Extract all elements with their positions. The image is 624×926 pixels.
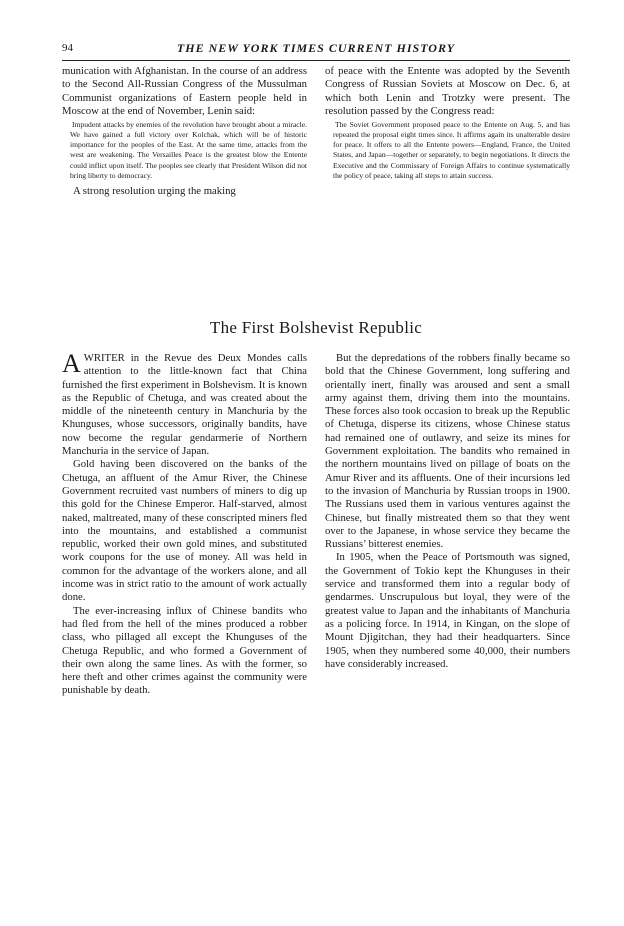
article-paragraph: In 1905, when the Peace of Portsmouth was signed, the Government of Tokio kept the Khunguses in their service and transformed them into a regular body of gendarmes. Unscrupulous but loyal, they were of the greatest value to Japan and the inhabitants of Manchuria as a policing force. In 1914, in Kingan, on the slope of Mount Djigitchan, they had their headquarters. Since 1905, when they numbered some 40,000, their numbers have considerably increased. [325,551,570,670]
running-head [62,40,570,61]
lenin-quote: Impudent attacks by enemies of the revolution have brought about a miracle. We have gained a full victory over Kolchak, which will be of historic importance for the peoples of the East. At the same time, attacks from the west are weakening. The Versailles Peace is the greatest blow the Entente could inflict upon itself. The peoples see clearly that President Wilson did not bring liberty to democracy. [70,120,307,180]
article-paragraph: Gold having been discovered on the banks of the Chetuga, an affluent of the Amur River, the Chinese Government recruited vast numbers of miners to dig up this gold for the Chinese Emperor. Half-starved, almost naked, maltreated, many of these conscripted miners fled into the mountains, and established a communist republic, worked their own gold mines, and substituted work coupons for the use of money. All was held in common for the advantage of the workers alone, and all income was in strict ratio to the amount of work actually done. [62,458,307,604]
article-paragraph: But the depredations of the robbers finally became so bold that the Chinese Government, long suffering and orientally inert, finally was aroused and sent a small army against them, driving them into the mountains. These forces also took occasion to break up the Republic of Chetuga, disperse its citizens, whose Chinese status had remained one of outlawry, and seize its mines for Government exploitation. The bandits who remained in the northern mountains lived on pillage of boats on the Amur River and its affluents. One of their incursions led to the invasion of Manchuria by Russian troops in 1900. The Russians used them in various ventures against the Chinese, but finally mistreated them so that they went over to the Japanese, in whose service they became the Russians’ bitterest enemies. [325,352,570,551]
journal-title: THE NEW YORK TIMES CURRENT HISTORY [176,41,456,55]
top-left-column [62,65,307,198]
article-left-column [62,349,307,698]
left-after-quote: A strong resolution urging the making [73,184,236,197]
left-continued-paragraph: munication with Afghanistan. In the course of an address to the Second All-Russian Congress of the Mussulman Communist organizations of Eastern people held in Moscow at the end of November, Lenin said: [62,65,307,117]
top-right-column [325,65,570,185]
resolution-quote: The Soviet Government proposed peace to the Entente on Aug. 5, and has repeated the proposal eight times since. It affirms again its unalterable desire for peace. It offers to all the Entente powers—England, France, the United States, and Japan—together or separately, to begin negotiations. It directs the Executive and the Commissary of Foreign Affairs to continue systematically the policy of peace, taking all steps to attain success. [333,120,570,180]
article-title: The First Bolshevist Republic [209,318,423,337]
page-number: 94 [62,42,73,54]
article-right-column [325,352,570,671]
article-paragraph: The ever-increasing influx of Chinese bandits who had fled from the hell of the mines produced a robber class, who pillaged all except the Khunguses of the Chetuga Republic, and who formed a Government of their own along the same lines. As with the former, so here theft and other crimes against the community were punishable by death. [62,604,307,697]
dropcap-letter: A [62,349,81,378]
article-paragraph [62,349,307,458]
article-paragraph-text: WRITER in the Revue des Deux Mondes calls attention to the little-known fact that China furnished the first experiment in Bolshevism. It is known as the Republic of Chetuga, and was created about the middle of the nineteenth century in Manchuria by the Khunguses, whose successors, originally bandits, have now become the regular gendarmerie of Northern Manchuria in the service of Japan. [62,352,307,458]
right-continued-paragraph: of peace with the Entente was adopted by the Seventh Congress of Russian Soviets at Moscow on Dec. 6, at which both Lenin and Trotzky were present. The resolution passed by the Congress read: [325,65,570,117]
